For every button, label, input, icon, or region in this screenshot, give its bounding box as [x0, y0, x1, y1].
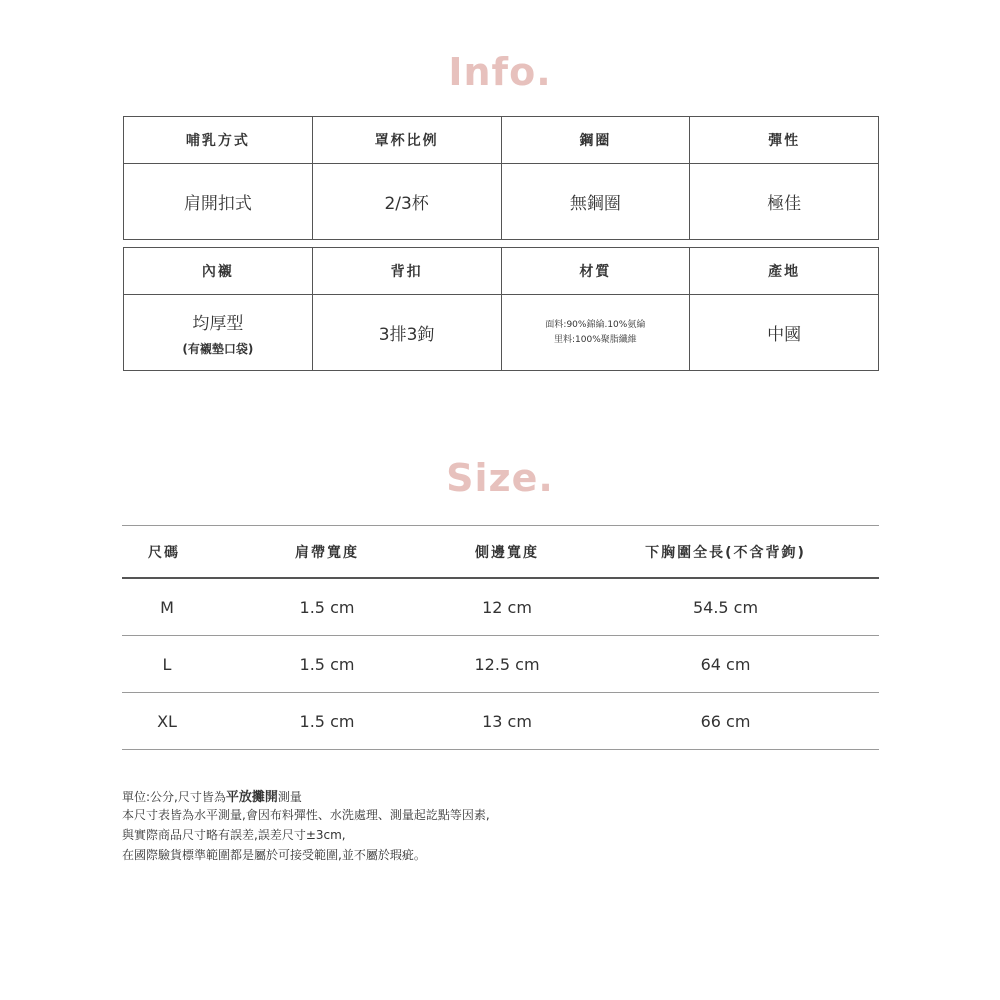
header-underwire: 鋼圈 [501, 117, 690, 164]
disclaimer [122, 805, 882, 865]
header-side-width: 側邊寬度 [475, 544, 539, 561]
value-underwire: 無鋼圈 [501, 164, 690, 240]
header-elasticity: 彈性 [690, 117, 879, 164]
header-cup-ratio: 罩杯比例 [312, 117, 501, 164]
header-underbust-length: 下胸圍全長(不含背鉤) [645, 544, 806, 561]
lining-sub: (有襯墊口袋) [182, 341, 254, 356]
disclaimer-line: 與實際商品尺寸略有誤差,誤差尺寸±3cm, [122, 828, 346, 842]
header-nursing-method: 哺乳方式 [124, 117, 313, 164]
table-row [122, 636, 879, 693]
info-table-2 [123, 247, 879, 371]
disclaimer-line: 本尺寸表皆為水平測量,會因布料彈性、水洗處理、測量起訖點等因素, [122, 808, 490, 822]
lining-main: 均厚型 [192, 313, 244, 334]
material-lining: 里料:100%聚脂纖維 [553, 334, 637, 345]
size-label: M [160, 597, 174, 617]
value-origin: 中國 [690, 295, 879, 371]
size-header-row [122, 526, 879, 579]
underbust-length: 64 cm [700, 654, 751, 674]
value-material [501, 295, 690, 371]
header-lining: 內襯 [124, 248, 313, 295]
unit-note-emphasis: 平放攤開 [225, 790, 278, 805]
header-strap-width: 肩帶寬度 [295, 544, 359, 561]
size-label: XL [157, 711, 177, 731]
header-origin: 產地 [690, 248, 879, 295]
table-row [122, 693, 879, 750]
size-title: Size. [446, 456, 554, 500]
notes [122, 786, 882, 865]
unit-note-prefix: 單位:公分,尺寸皆為 [122, 790, 226, 804]
strap-width: 1.5 cm [299, 654, 355, 674]
value-nursing-method: 肩開扣式 [124, 164, 313, 240]
value-lining [124, 295, 313, 371]
underbust-length: 66 cm [700, 711, 751, 731]
strap-width: 1.5 cm [299, 711, 355, 731]
info-title: Info. [448, 50, 552, 94]
side-width: 13 cm [482, 711, 532, 731]
header-back-clasp: 背扣 [312, 248, 501, 295]
table-row [122, 579, 879, 636]
disclaimer-line: 在國際驗貨標準範圍都是屬於可接受範圍,並不屬於瑕疵。 [122, 848, 426, 862]
value-back-clasp: 3排3鉤 [312, 295, 501, 371]
side-width: 12 cm [482, 597, 532, 617]
size-table [122, 525, 879, 750]
unit-note [122, 786, 882, 805]
value-elasticity: 極佳 [690, 164, 879, 240]
value-cup-ratio: 2/3杯 [312, 164, 501, 240]
underbust-length: 54.5 cm [692, 597, 759, 617]
header-size: 尺碼 [148, 544, 180, 561]
info-table-1 [123, 116, 879, 240]
size-label: L [162, 654, 172, 674]
header-material: 材質 [501, 248, 690, 295]
strap-width: 1.5 cm [299, 597, 355, 617]
material-outer: 面料:90%錦綸.10%氨綸 [545, 319, 646, 330]
side-width: 12.5 cm [474, 654, 540, 674]
unit-note-suffix: 測量 [277, 790, 302, 804]
